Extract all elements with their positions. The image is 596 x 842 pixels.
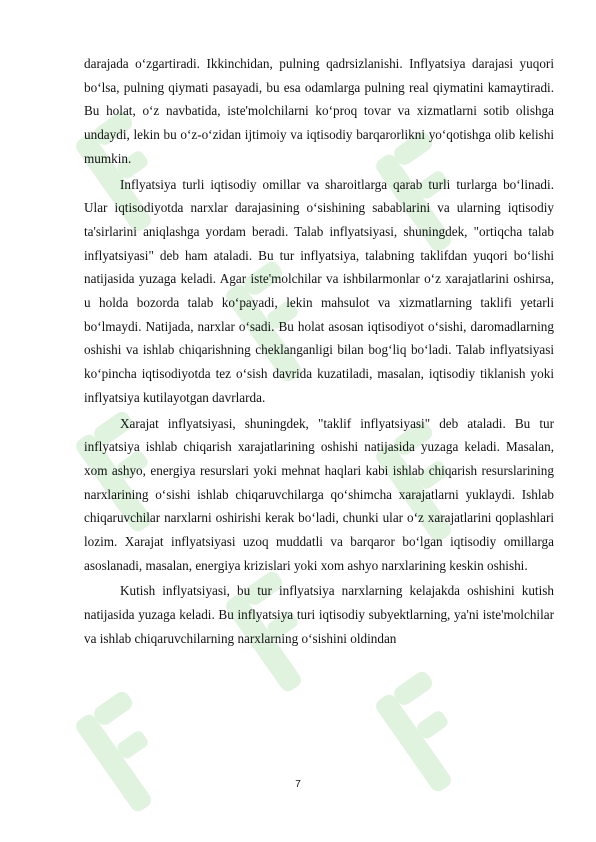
paragraph: Kutish inflyatsiyasi, bu tur inflyatsiya narxlarning kelajakda oshishini kutish natijasida yuzaga keladi. Bu inflyatsiya turi iqtisodiy subyektlarning, ya'ni iste'molchilar va ishlab chiqaruvchilarning narxlarning o‘sishini oldindan [84,583,554,646]
watermark-icon [60,680,190,830]
paragraph: darajada o‘zgartiradi. Ikkinchidan, pulning qadrsizlanishi. Inflyatsiya darajasi yuqori bo‘lsa, pulning qiymati pasayadi, bu esa odamlarga pulning real qiymatini kamaytiradi. Bu holat, o‘z navbatida, iste'molchilarni ko‘proq tovar va xizmatlarni sotib olishga undaydi, lekin bu o‘z-o‘zidan ijtimoiy va iqtisodiy barqarorlikni yo‘qotishga olib kelishi mumkin. [84,56,554,166]
paragraph: Inflyatsiya turli iqtisodiy omillar va sharoitlarga qarab turli turlarga bo‘linadi. Ular iqtisodiyotda narxlar darajasining o‘sishining sabablarini va ularning iqtisodiy ta'sirlarini aniqlashga yordam beradi. Talab inflyatsiyasi, shuningdek, "ortiqcha talab inflyatsiyasi" deb ham ataladi. Bu tur inflyatsiya, talabning taklifdan yuqori bo‘lishi natijasida yuzaga keladi. Agar iste'molchilar va ishbilarmonlar o‘z xarajatlarini oshirsa, u holda bozorda talab ko‘payadi, lekin mahsulot va xizmatlarning taklifi yetarli bo‘lmaydi. Natijada, narxlar o‘sadi. Bu holat asosan iqtisodiyot o‘sishi, daromadlarning oshishi va ishlab chiqarishning cheklanganligi bilan bog‘liq bo‘ladi. Talab inflyatsiyasi ko‘pincha iqtisodiyotda tez o‘sish davrida kuzatiladi, masalan, iqtisodiy tiklanish yoki inflyatsiya kutilayotgan davrlarda. [84,176,554,405]
document-page [84,52,554,651]
paragraph: Xarajat inflyatsiyasi, shuningdek, "taklif inflyatsiyasi" deb ataladi. Bu tur inflyatsiya ishlab chiqarish xarajatlarining oshishi natijasida yuzaga keladi. Masalan, xom ashyo, energiya resurslari yoki mehnat haqlari kabi ishlab chiqarish resurslarining narxlarining o‘sishi ishlab chiqaruvchilarga qo‘shimcha xarajatlarni yuklaydi. Ishlab chiqaruvchilar narxlarni oshirishi kerak bo‘ladi, chunki ular o‘z xarajatlarini qoplashlari lozim. Xarajat inflyatsiyasi uzoq muddatli va barqaror bo‘lgan iqtisodiy omillarga asoslanadi, masalan, energiya krizislari yoki xom ashyo narxlarining keskin oshishi. [84,415,554,573]
page-number: 7 [295,779,301,790]
